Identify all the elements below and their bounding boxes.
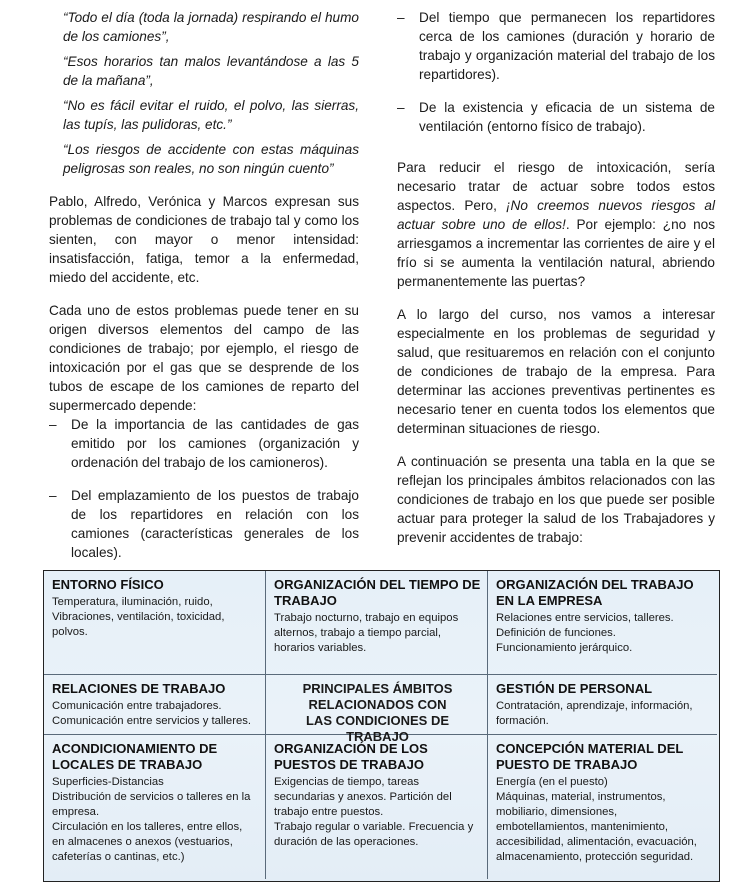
quote-4: “Los riesgos de accidente con estas máquinas peligrosas son reales, no son ningún cuento” [63,142,359,176]
cell-line: Energía (en el puesto) [496,776,608,788]
paragraph-origins: Cada uno de estos problemas puede tener en su origen diversos elementos del campo de las condiciones de trabajo; por ejemplo, el riesgo de intoxicación por el gas que se desprende de los tubos de escape de los camiones de reparto del supermercado depende: [49,303,359,413]
cell-line: Vibraciones, ventilación, toxicidad, [52,611,225,623]
cell-line: Exigencias de tiempo, tareas [274,776,420,788]
cell-line: horarios variables. [274,642,367,654]
cell-line: empresa. [52,806,100,818]
cell-line: almacenamiento, protección seguridad. [496,851,694,863]
cell-gestion-personal [488,675,717,735]
cell-organizacion-puestos [266,735,488,879]
cell-line: cafeterías o cantinas, etc.) [52,851,185,863]
paragraph-reduce-risk-end: . Por ejemplo: ¿no nos arriesgamos a incrementar las corrientes de aire y el frío si se aumenta la ventilación natural, abriendo permanentemente las puertas? [397,217,715,289]
cell-line: Comunicación entre trabajadores. [52,700,222,712]
cell-line: Distribución de servicios o talleres en la [52,791,251,803]
bullet-ventilation: – De la existencia y eficacia de un sistema de ventilación (entorno físico de trabajo). [397,98,715,136]
bullet-time-near-trucks: – Del tiempo que permanecen los repartidores cerca de los camiones (duración y horario de trabajo y organización material del trabajo de los repartidores). [397,8,715,84]
cell-organizacion-tiempo [266,571,488,675]
paragraph-course: A lo largo del curso, nos vamos a interesar especialmente en los problemas de seguridad y salud, que resituaremos en relación con el conjunto de condiciones de trabajo de la empresa. Para determinar las acciones preventivas pertinentes es necesario tener en cuenta todos los elementos que determinan situaciones de riesgo. [397,307,715,436]
center-line: RELACIONADOS CON [308,697,447,712]
cell-title: ORGANIZACIÓN DE LOS PUESTOS DE TRABAJO [274,741,428,772]
cell-line: alternos, trabajo a tiempo parcial, [274,627,442,639]
cell-line: embotellamientos, mantenimiento, [496,821,669,833]
cell-center-title [266,675,488,744]
working-conditions-table [43,570,720,882]
bullet-workstation-location: – Del emplazamiento de los puestos de trabajo de los repartidores en relación con los camiones (características generales de los locales). [49,486,359,562]
cell-line: Definición de funciones. [496,627,616,639]
cell-title: ORGANIZACIÓN DEL TIEMPO DE TRABAJO [274,577,481,608]
cell-title: GESTIÓN DE PERSONAL [496,681,653,696]
cell-title: RELACIONES DE TRABAJO [52,681,226,696]
cell-relaciones [44,675,266,735]
cell-line: en almacenes o anexos (vestuarios, [52,836,233,848]
cell-line: polvos. [52,626,88,638]
right-bullet-list [397,8,715,136]
cell-line: secundarias y anexos. Partición del [274,791,452,803]
cell-line: Relaciones entre servicios, talleres. [496,612,674,624]
cell-line: Trabajo regular o variable. Frecuencia y [274,821,474,833]
cell-line: trabajo entre puestos. [274,806,384,818]
cell-title: CONCEPCIÓN MATERIAL DEL PUESTO DE TRABAJO [496,741,684,772]
cell-line: accesibilidad, alimentación, evacuación, [496,836,697,848]
cell-entorno-fisico [44,571,266,675]
cell-title: ACONDICIONAMIENTO DE LOCALES DE TRABAJO [52,741,218,772]
center-line: PRINCIPALES ÁMBITOS [302,681,453,696]
cell-line: formación. [496,715,549,727]
quote-3: “No es fácil evitar el ruido, el polvo, las sierras, las tupís, las pulidoras, etc.” [63,98,359,132]
paragraph-reduce-risk-start: Para reducir el riesgo de intoxicación, sería necesario tratar de actuar sobre todos estos aspectos. Pero, [397,160,715,213]
paragraph-reduce-risk-italic: ¡No creemos nuevos riesgos al actuar sobre uno de ellos! [397,198,715,232]
cell-concepcion-material [488,735,717,879]
cell-line: Trabajo nocturno, trabajo en equipos [274,612,459,624]
cell-acondicionamiento [44,735,266,879]
cell-line: Funcionamiento jerárquico. [496,642,633,654]
cell-line: Superficies-Distancias [52,776,164,788]
paragraph-problems: Pablo, Alfredo, Verónica y Marcos expresan sus problemas de condiciones de trabajo tal y como los sienten, con mayor o menor intensidad: insatisfacción, fatiga, temor a la enfermedad, miedo del accidente, etc. [49,194,359,285]
cell-line: duración de las operaciones. [274,836,419,848]
quote-2: “Esos horarios tan malos levantándose a las 5 de la mañana”, [63,54,359,88]
quote-1: “Todo el día (toda la jornada) respirando el humo de los camiones”, [63,10,359,44]
cell-line: Comunicación entre servicios y talleres. [52,715,252,727]
cell-line: Temperatura, iluminación, ruido, [52,596,213,608]
bullet-gas-quantity: – De la importancia de las cantidades de gas emitido por los camiones (organización y ordenación del trabajo de los camioneros). [49,415,359,472]
paragraph-reduce-risk [397,158,715,291]
right-column [397,8,715,547]
cell-line: Circulación en los talleres, entre ellos, [52,821,243,833]
cell-title: ENTORNO FÍSICO [52,577,164,592]
cell-line: Máquinas, material, instrumentos, [496,791,666,803]
center-line: LAS CONDICIONES DE TRABAJO [305,713,449,744]
cell-organizacion-empresa [488,571,717,675]
paragraph-table-intro: A continuación se presenta una tabla en la que se reflejan los principales ámbitos relacionados con las condiciones de trabajo en los que puede ser posible actuar para proteger la salud de los Trabajadores y prevenir accidentes de trabajo: [397,454,715,545]
cell-line: Contratación, aprendizaje, información, [496,700,693,712]
cell-line: mobiliario, dimensiones, [496,806,618,818]
left-column [49,8,359,562]
cell-title: ORGANIZACIÓN DEL TRABAJO EN LA EMPRESA [496,577,694,608]
left-bullet-list [49,415,359,562]
